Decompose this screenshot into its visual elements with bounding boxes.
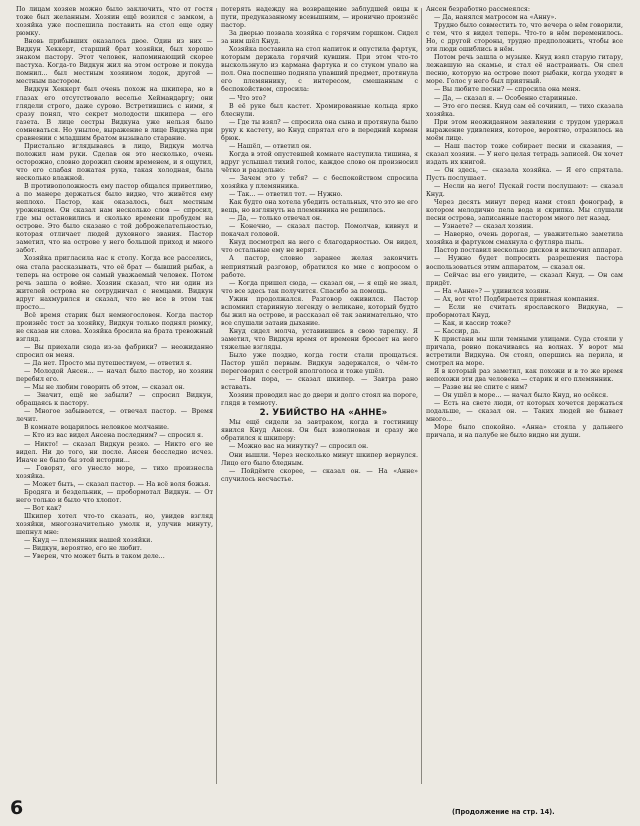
- paragraph: потерять надежду на возвращение заблудшей овцы к пути, предуказанному всевышним, — иронично произнёс пастор.: [221, 6, 418, 30]
- paragraph: — Как, и кассир тоже?: [434, 319, 511, 327]
- paragraph: Бродяга и бездельник, — пробормотал Видкун. — От него только и было что хлопот.: [16, 488, 213, 504]
- paragraph: — Ах, вот что! Подбирается приятная компания.: [434, 295, 600, 303]
- paragraph: — Он ушёл в море... — начал было Кнуд, но осёкся.: [434, 392, 609, 400]
- paragraph: — Да, нанялся матросом на «Анну».: [434, 14, 557, 22]
- paragraph: — Наш пастор тоже собирает песни и сказания, — сказал хозяин. — У него целая тетрадь записей. Он хочет издать их книгой.: [426, 142, 623, 166]
- text-column-1: [16, 6, 213, 786]
- paragraph: Пристально вглядываясь в лицо, Видкун молча положил нам руки. Сделав он это несколько, очень осторожно, словно дорожил своим временем, и я ощутил, что его слабая пожатая рука, такая холодная, была несколько влажной.: [16, 142, 213, 182]
- paragraph: — Кассир, да.: [434, 327, 481, 335]
- paragraph: — Кнуд — племянник нашей хозяйки.: [24, 537, 153, 545]
- paragraph: — Это его песня. Кнуд сам её сочинил, — тихо сказала хозяйка.: [426, 102, 623, 118]
- paragraph: Хозяйка пригласила нас к столу. Когда все расселись, она стала рассказывать, что её брат — бывший рыбак, а теперь на острове он самый уважаемый человек. Потом речь зашла о войне. Хозяин сказал, что ни один из жителей острова не сотрудничал с немцами. Видкун вдруг нахмурился и сказал, что не все в этом так просто...: [16, 255, 213, 311]
- page-number: 6: [10, 797, 24, 819]
- paragraph: А пастор, словно заранее желая закончить неприятный разговор, обратился ко мне с вопросом о работе.: [221, 255, 418, 279]
- paragraph: Шкипер хотел что-то сказать, но, увидев взгляд хозяйки, многозначительно умолк и, улучив минуту, шепнул мне:: [16, 512, 213, 537]
- paragraph: — Да, — только отвечал он.: [229, 215, 323, 223]
- paragraph: В комнате воцарилось неловкое молчание.: [24, 424, 170, 432]
- paragraph: Вновь прибывших оказалось двое. Один из них — Видкун Хеккерт, старший брат хозяйки, был хорошо знаком пастору. Этот человек, напоминающий скорее пастуха. Когда-то Видкун жил на этом острове и покуда помнил... был местным хозяином лодок, другой — местным пастором.: [16, 38, 213, 86]
- paragraph: — Узнаете? — сказал хозяин.: [434, 223, 534, 231]
- paragraph: — Пойдёмте скорее, — сказал он. — На «Анне» случилось несчастье.: [221, 467, 418, 483]
- paragraph: — Конечно, — сказал пастор. Помолчав, кивнул и покачал головой.: [221, 223, 418, 239]
- paragraph: — Сейчас вы его увидите, — сказал Кнуд. — Он сам придёт.: [426, 271, 623, 287]
- paragraph: — Наверно, очень дорогая, — уважительно заметила хозяйка и фартуком смахнула с футляра пыль.: [426, 231, 623, 247]
- paragraph: Кнуд посмотрел на него с благодарностью. Он видел, что остальные ему не верят.: [221, 239, 418, 255]
- paragraph: — Можно вас на минутку? — спросил он.: [229, 443, 369, 451]
- paragraph: Когда в этой опустевшей комнате наступила тишина, я вдруг услышал тихий голос, каждое слово он произносил чётко и раздельно:: [221, 150, 418, 174]
- paragraph: Я в который раз заметил, как похожи и в то же время непохожи эти два человека — старик и его племянник.: [426, 368, 623, 384]
- paragraph: — Несли на него! Пускай гости послушают: — сказал Кнуд.: [426, 183, 623, 199]
- paragraph: — Никто! — сказал Видкун резко. — Никто его не видел. Ни до того, ни после. Ансен бесследно исчез. Иначе не было бы этой истории...: [16, 440, 213, 464]
- paragraph: Пастор поставил несколько дисков и включил аппарат.: [434, 247, 622, 255]
- paragraph: К пристани мы шли темными улицами. Суда стояли у причала, ровно покачиваясь на волнах. У ворот мы встретили Видкуна. Он стоял, опершись на перила, и смотрел на море.: [426, 335, 623, 368]
- paragraph: В её руке был кастет. Хромированные кольца ярко блеснули.: [221, 102, 418, 118]
- paragraph: — Так... — ответил тот. — Нужно.: [229, 191, 343, 199]
- paragraph: Потом речь зашла о музыке. Кнуд взял старую гитару, лежавшую на скамье, и стал её настраивать. Он спел песню, которую на острове поют рыбаки, когда уходят в море. Голос у него был приятный.: [426, 54, 623, 86]
- paragraph: Ужин продолжался. Разговор оживился. Пастор вспомнил старинную легенду о великане, который будто бы жил на острове, и рассказал её так занимательно, что все слушали затаив дыхание.: [221, 295, 418, 327]
- paragraph: — Кто из вас видел Ансена последним? — спросил я.: [24, 432, 204, 440]
- paragraph: — Нам пора, — сказал шкипер. — Завтра рано вставать.: [221, 376, 418, 392]
- paragraph: — Говорят, его унесло море, — тихо произнесла хозяйка.: [16, 464, 213, 480]
- chapter-title: 2. УБИЙСТВО НА «АННЕ»: [259, 408, 388, 419]
- paragraph: Через десять минут перед нами стоял фонограф, в котором мелодично пела вода и скрипка. Мы слушали песни острова, записанные пастором много лет назад.: [426, 199, 623, 223]
- paragraph: — Нужно будет попросить разрешения пастора воспользоваться этим аппаратом, — сказал он.: [426, 255, 623, 271]
- paragraph: — Что это?: [229, 94, 266, 102]
- paragraph: — Зачем это у тебя? — с беспокойством спросила хозяйка у племянника.: [221, 174, 418, 191]
- paragraph: — Молодой Ансен... — начал было пастор, но хозяин перебил его.: [16, 368, 213, 384]
- column-divider: [421, 8, 422, 784]
- paragraph: — Есть на свете люди, от которых хочется держаться подальше, — сказал он. — Таких людей не бывает много...: [426, 400, 623, 424]
- paragraph: Хозяин проводил нас до двери и долго стоял на пороге, глядя в темноту.: [221, 392, 418, 408]
- paragraph: За дверью позвала хозяйка с горячим горшком. Сидел за ним шёл Кнуд.: [221, 30, 418, 46]
- paragraph: — Разве вы не спите с ним?: [434, 384, 528, 392]
- paragraph: — Вы любите песни? — спросила она меня.: [434, 86, 581, 94]
- paragraph: Всё время старик был немногословен. Когда пастор произнёс тост за хозяйку, Видкун только поднял рюмку, не сказав ни слова. Хозяйка бросила на брата тревожный взгляд.: [16, 311, 213, 343]
- paragraph: Ансен безработно рассмеялся:: [426, 6, 531, 13]
- paragraph: Они вышли. Через несколько минут шкипер вернулся. Лицо его было бледным.: [221, 451, 418, 467]
- paragraph: — Может быть, — сказал пастор. — На всё воля божья.: [24, 480, 211, 488]
- paragraph: Море было спокойно. «Анна» стояла у дальнего причала, и на палубе не было видно ни души.: [426, 424, 623, 440]
- paragraph: Трудно было совместить то, что вечера о нём говорили, с тем, что я видел теперь. Что-то в нём переменилось. Но, с другой стороны, трудно предположить, чтобы все эти люди ошиблись в нём.: [426, 22, 623, 54]
- paragraph: — Значит, ещё не забыли? — спросил Видкун, обращаясь к пастору.: [16, 392, 213, 408]
- text-column-2: [221, 6, 418, 748]
- paragraph: — Вот как?: [24, 504, 62, 512]
- paragraph: — Видкун, вероятно, его не любит.: [24, 545, 142, 553]
- paragraph: — На «Анне»? — удивился хозяин.: [434, 287, 551, 295]
- paragraph: — Если не считать ярославского Видкуна, — пробормотал Кнуд.: [426, 303, 623, 319]
- paragraph: Как будто она хотела убедить остальных, что это не его вещь, но взглянуть на племянника не решилась.: [221, 199, 418, 215]
- paragraph: Кнуд сидел молча, уставившись в свою тарелку. Я заметил, что Видкун время от времени бросает на него тяжелые взгляды.: [221, 327, 418, 351]
- paragraph: Хозяйка поставила на стол напиток и опустила фартук, которым держала горячий кувшин. При этом что-то выскользнуло из кармана фартука и со стуком упало на пол. Она поспешно подняла упавший предмет, протянула его племяннику, с интересом, смешанным с беспокойством, спросила:: [221, 46, 418, 94]
- paragraph: — Да, — сказал я. — Особенно старинные.: [434, 94, 578, 102]
- text-column-3: [426, 6, 623, 778]
- paragraph: — Где ты взял? — спросила она сына и протянула было руку к кастету, но Кнуд спрятал его в передний карман брюк.: [221, 118, 418, 142]
- paragraph: Видкун Хеккерт был очень похож на шкипера, но в глазах его отсутствовало веселье Хеймандаргу; они глядели строго, даже сурово. Встретившись с ними, я сразу понял, что секрет молодости шкипера — его газета. В лице сестры Видкуна уже нельзя было сомневаться. Но унылое, выражение в лице Видкуна при сравнении с младшим братом вызывало старание.: [16, 86, 213, 142]
- continuation-note: (Продолжение на стр. 14).: [452, 808, 555, 816]
- paragraph: Было уже поздно, когда гости стали прощаться. Пастор ушёл первым. Видкун задержался, о чём-то переговорил с сестрой вполголоса и тоже ушёл.: [221, 352, 418, 376]
- paragraph: Мы ещё сидели за завтраком, когда в гостиницу явился Кнуд Ансен. Он был взволнован и сразу же обратился к шкиперу:: [221, 419, 418, 443]
- paragraph: — Когда пришел сюда, — сказал он, — я ещё не знал, что все здесь так получится. Спасибо за помощь.: [221, 279, 418, 295]
- paragraph: По лицам хозяев можно было заключить, что от гостя тоже был желанным. Хозяин ещё возился с замком, а хозяйка уже поспешила поставить на стол еще одну рюмку.: [16, 6, 213, 38]
- paragraph: — Да нет. Просто мы путешествуем, — ответил я.: [24, 360, 192, 368]
- paragraph: — Уверен, что может быть в таком деле...: [24, 553, 165, 561]
- paragraph: — Вы приехали сюда из-за фабрики? — неожиданно спросил он меня.: [16, 343, 213, 360]
- paragraph: — Он здесь, — сказала хозяйка. — Я его спрятала. Пусть послушает.: [426, 166, 623, 182]
- paragraph: В противоположность ему пастор общался приветливо, а по манере держаться было видно, что живётся ему неплохо. Пастор, как оказалось, был местным уроженцем. Он сказал нам несколько слов — спросил, где мы остановились и сколько времени пробудем на острове. Это было сказано с той доброжелательностью, которая отличает людей духовного звания. Пастор заметил, что на острове у него большой приход и много забот.: [16, 183, 213, 255]
- paragraph: При этом неожиданном заявлении с трудом удержал выражение удивления, которое, вероятно, отразилось на моём лице.: [426, 118, 623, 142]
- paragraph: — Многое забывается, — отвечал пастор. — Время лечит.: [16, 408, 213, 424]
- paragraph: — Нашёл, — ответил он.: [229, 142, 312, 150]
- paragraph: — Мы не любим говорить об этом, — сказал он.: [24, 384, 185, 392]
- column-divider: [216, 8, 217, 784]
